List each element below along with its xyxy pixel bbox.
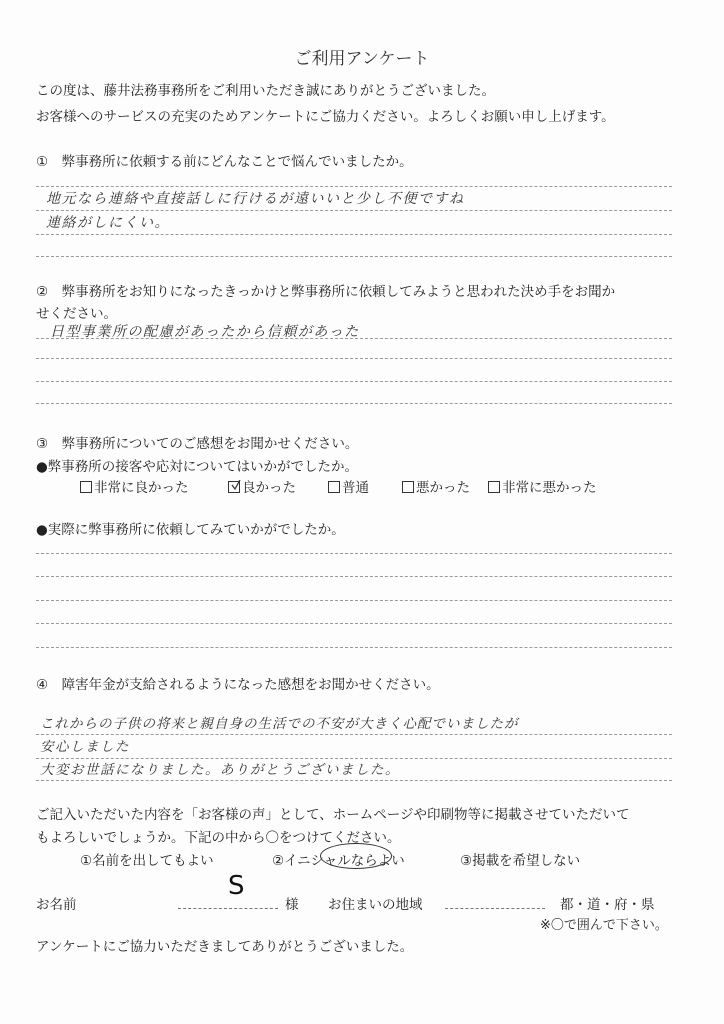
selection-circle-icon (320, 843, 392, 869)
answer-line (36, 647, 672, 648)
checkbox-icon (80, 481, 92, 493)
answer-line (36, 600, 672, 601)
publish-text-line-2: もよろしいでしょうか。下記の中から〇をつけてください。 (36, 830, 401, 846)
answer-line (36, 780, 672, 781)
region-suffix: 都・道・府・県 (560, 897, 655, 913)
option-very-bad[interactable]: 非常に悪かった (488, 476, 597, 496)
checkbox-icon (402, 481, 414, 493)
checkbox-icon (488, 481, 500, 493)
question-2-line-1: ② 弊事務所をお知りになったきっかけと弊事務所に依頼してみようと思われた決め手をお聞か (36, 284, 616, 300)
publish-option-initial[interactable]: ②イニシャルならよい (272, 853, 405, 869)
intro-line-2: お客様へのサービスの充実のためアンケートにご協力ください。よろしくお願い申し上げます。 (36, 109, 615, 125)
publish-option-none[interactable]: ③掲載を希望しない (460, 853, 581, 869)
option-very-good[interactable]: 非常に良かった (80, 476, 189, 496)
name-suffix: 様 (285, 897, 299, 913)
question-3: ③ 弊事務所についてのご感想をお聞かせください。 (36, 436, 359, 452)
publish-text-line-1: ご記入いただいた内容を「お客様の声」として、ホームページや印刷物等に掲載させていただいて (36, 807, 630, 823)
answer-1-line-2: 連絡がしにくい。 (46, 215, 170, 231)
option-good[interactable]: 良かった (228, 476, 296, 496)
answer-4-line-3: 大変お世話になりました。ありがとうございました。 (40, 762, 400, 778)
question-4: ④ 障害年金が支給されるようになった感想をお聞かせください。 (36, 677, 440, 693)
answer-line (36, 623, 672, 624)
region-underline[interactable] (445, 908, 545, 909)
question-3-sub-2: ●実際に弊事務所に依頼してみていかがでしたか。 (36, 522, 345, 538)
answer-line (36, 381, 672, 382)
checkbox-icon (328, 481, 340, 493)
intro-line-1: この度は、藤井法務事務所をご利用いただき誠にありがとうございました。 (36, 83, 495, 99)
name-underline (178, 908, 278, 909)
question-1: ① 弊事務所に依頼する前にどんなことで悩んでいましたか。 (36, 154, 413, 170)
checkbox-icon (228, 481, 240, 493)
answer-1-line-1: 地元なら連絡や直接話しに行けるが遠いいと少し不便ですね (46, 191, 465, 207)
region-note: ※〇で囲んで下さい。 (540, 918, 668, 933)
option-bad[interactable]: 悪かった (402, 476, 470, 496)
name-label: お名前 (36, 897, 77, 913)
page-title: ご利用アンケート (294, 49, 430, 69)
region-label: お住まいの地域 (328, 897, 423, 913)
answer-2-line-1: 日型事業所の配慮があったから信頼があった (50, 324, 360, 340)
answer-line (36, 734, 672, 735)
answer-line (36, 234, 672, 235)
name-value[interactable]: S (228, 871, 245, 901)
question-2-line-2: せください。 (36, 306, 117, 322)
publish-option-name[interactable]: ①名前を出してもよい (80, 853, 214, 869)
answer-line (36, 210, 672, 211)
answer-line (36, 256, 672, 257)
answer-line (36, 358, 672, 359)
answer-line (36, 553, 672, 554)
answer-4-line-2: 安心しました (40, 739, 130, 755)
answer-line (36, 403, 672, 404)
question-3-sub-1: ●弊事務所の接客や応対についてはいかがでしたか。 (36, 459, 359, 475)
answer-4-line-1: これからの子供の将来と親自身の生活での不安が大きく心配でいましたが (40, 716, 519, 732)
answer-line (36, 186, 672, 187)
answer-line (36, 576, 672, 577)
option-average[interactable]: 普通 (328, 476, 369, 496)
closing-message: アンケートにご協力いただきましてありがとうございました。 (36, 939, 414, 955)
